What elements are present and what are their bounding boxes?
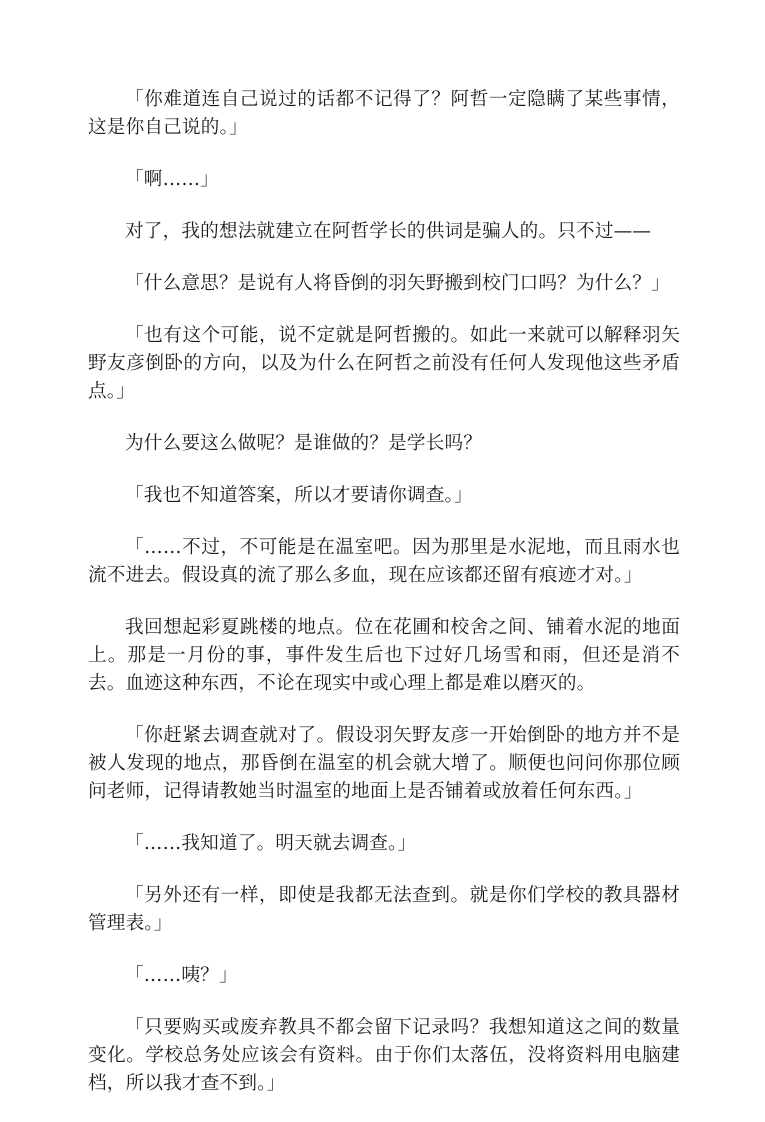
paragraph: 我回想起彩夏跳楼的地点。位在花圃和校舍之间、铺着水泥的地面上。那是一月份的事，事件发生后也下过好几场雪和雨，但还是消不去。血迹这种东西，不论在现实中或心理上都是难以磨灭的。 <box>88 617 680 694</box>
paragraph: 「什么意思？是说有人将昏倒的羽矢野搬到校门口吗？为什么？」 <box>125 273 671 294</box>
paragraph: 「也有这个可能，说不定就是阿哲搬的。如此一来就可以解释羽矢野友彦倒卧的方向，以及为什么在阿哲之前没有任何人发现他这些矛盾点。」 <box>88 325 680 402</box>
document-page <box>88 86 680 1122</box>
paragraph: 「只要购买或废弃教具不都会留下记录吗？我想知道这之间的数量变化。学校总务处应该会有资料。由于你们太落伍，没将资料用电脑建档，所以我才查不到。」 <box>88 1017 680 1094</box>
paragraph: 「我也不知道答案，所以才要请你调查。」 <box>125 485 473 506</box>
paragraph: 「啊……」 <box>125 169 219 190</box>
paragraph: 「你赶紧去调查就对了。假设羽矢野友彦一开始倒卧的地方并不是被人发现的地点，那昏倒在温室的机会就大增了。顺便也问问你那位顾问老师，记得请教她当时温室的地面上是否铺着或放着任何东西。」 <box>88 725 680 802</box>
paragraph: 「……我知道了。明天就去调查。」 <box>125 833 417 854</box>
paragraph: 为什么要这么做呢？是谁做的？是学长吗？ <box>125 433 483 454</box>
paragraph: 「……咦？」 <box>125 965 238 986</box>
paragraph: 「你难道连自己说过的话都不记得了？阿哲一定隐瞒了某些事情，这是你自己说的。」 <box>88 89 680 138</box>
paragraph: 「另外还有一样，即使是我都无法查到。就是你们学校的教具器材管理表。」 <box>88 885 680 934</box>
paragraph: 对了，我的想法就建立在阿哲学长的供词是骗人的。只不过—— <box>125 221 652 242</box>
paragraph: 「……不过，不可能是在温室吧。因为那里是水泥地，而且雨水也流不进去。假设真的流了那么多血，现在应该都还留有痕迹才对。」 <box>88 537 680 586</box>
